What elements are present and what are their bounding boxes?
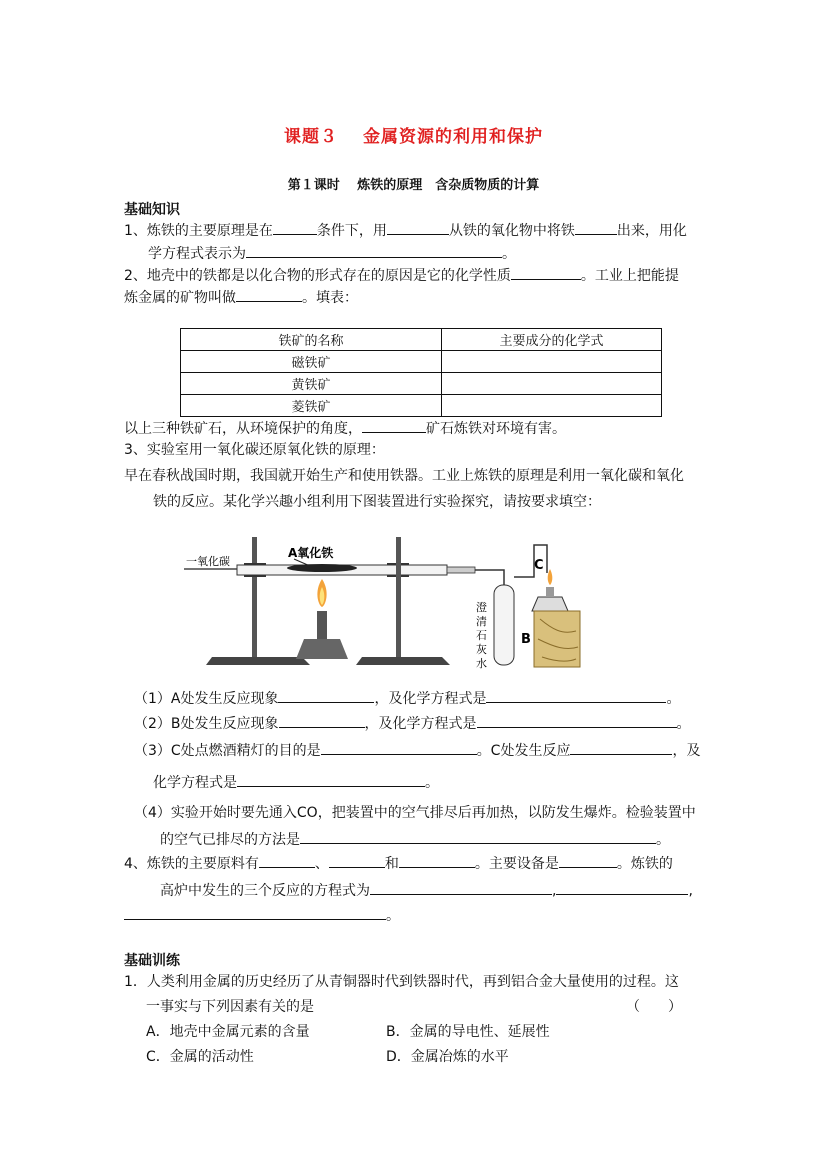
question-3-line-1 <box>124 440 385 460</box>
rubber-connector <box>447 567 475 573</box>
answer-blank[interactable] <box>477 713 677 728</box>
limewater-char: 灰 <box>476 643 487 656</box>
question-1-line-1 <box>124 220 687 241</box>
question-number: 3、 <box>124 442 147 458</box>
answer-blank[interactable] <box>278 688 374 703</box>
c-flame-icon <box>548 569 553 585</box>
answer-blank[interactable] <box>575 220 617 235</box>
answer-blank[interactable] <box>124 905 386 920</box>
page-subtitle: 第１课时 炼铁的原理 含杂质物质的计算 <box>287 178 540 193</box>
a-label: A氧化铁 <box>288 546 334 560</box>
text: （1）A处发生反应现象 <box>134 691 279 707</box>
text: 。 <box>666 691 681 707</box>
question-3-paragraph-1: 早在春秋战国时期，我国就开始生产和使用铁器。工业上炼铁的原理是利用一氧化碳和氧化 <box>124 468 684 484</box>
question-1-line-2 <box>148 243 516 264</box>
text: 条件下，用 <box>316 223 387 239</box>
text: 。 <box>502 246 516 262</box>
text: , <box>552 883 557 899</box>
table-cell: 黄铁矿 <box>181 373 442 395</box>
text: , <box>688 883 693 899</box>
answer-blank[interactable] <box>246 243 502 258</box>
answer-blank[interactable] <box>279 713 365 728</box>
section-basic-knowledge: 基础知识 <box>124 202 180 218</box>
co-reduction-apparatus-diagram <box>182 535 642 670</box>
limewater-label <box>476 601 487 670</box>
answer-parentheses[interactable]: （ ） <box>626 999 682 1015</box>
text: ，及化学方程式是 <box>374 691 487 707</box>
co-label: 一氧化碳 <box>186 555 230 568</box>
b-label: B <box>521 632 531 647</box>
answer-blank[interactable] <box>511 265 581 280</box>
after-table-line <box>124 418 566 439</box>
answer-blank[interactable] <box>259 853 315 868</box>
answer-blank[interactable] <box>237 772 425 787</box>
question-number: 2、 <box>124 268 147 284</box>
answer-blank[interactable] <box>236 287 302 302</box>
text: 。 <box>425 775 439 791</box>
text: 从铁的氧化物中将铁 <box>448 223 575 239</box>
question-number: 4、 <box>124 856 147 872</box>
left-stand-rod <box>252 537 257 657</box>
text: 化学方程式是 <box>153 775 237 791</box>
question-4-line-3 <box>124 905 400 926</box>
table-row <box>181 373 662 395</box>
subquestion-4-line-1: （4）实验开始时要先通入CO，把装置中的空气排尽后再加热，以防发生爆炸。检验装置中 <box>134 805 696 821</box>
text: 。 <box>386 908 400 924</box>
text: 矿石炼铁对环境有害。 <box>426 421 566 437</box>
text: ，及化学方程式是 <box>364 716 477 732</box>
answer-blank[interactable] <box>273 220 317 235</box>
table-header-cell: 铁矿的名称 <box>181 329 442 351</box>
c-label: C <box>534 558 544 573</box>
text: 。 <box>656 832 670 848</box>
right-stand-rod <box>396 537 401 657</box>
text: 和 <box>384 856 399 872</box>
test-tube-b <box>494 585 514 665</box>
text: 。工业上把能提 <box>580 268 679 284</box>
text: 学方程式表示为 <box>148 246 246 262</box>
alcohol-lamp <box>532 597 568 611</box>
subquestion-1 <box>134 688 680 709</box>
lamp-wick <box>546 587 554 597</box>
training-question-1-line-1: 1．人类利用金属的历史经历了从青铜器时代到铁器时代，再到铝合金大量使用的过程。这 <box>124 974 679 990</box>
subquestion-3-line-2 <box>153 772 439 793</box>
question-3-paragraph-2: 铁的反应。某化学兴趣小组利用下图装置进行实验探究，请按要求填空： <box>153 494 601 510</box>
answer-blank[interactable] <box>559 853 617 868</box>
answer-blank[interactable] <box>362 418 426 433</box>
subquestion-3-line-1 <box>134 740 700 761</box>
answer-blank[interactable] <box>556 880 688 895</box>
limewater-char: 清 <box>476 615 487 628</box>
answer-blank[interactable] <box>570 740 672 755</box>
limewater-char: 水 <box>476 657 487 670</box>
text: 的空气已排尽的方法是 <box>160 832 300 848</box>
question-2-line-2 <box>124 287 358 308</box>
question-4-line-1 <box>124 853 673 874</box>
table-cell: 磁铁矿 <box>181 351 442 373</box>
right-stand-base <box>356 657 450 665</box>
training-question-1-line-2: 一事实与下列因素有关的是 <box>146 999 314 1015</box>
text: 出来，用化 <box>616 223 687 239</box>
burner-tube <box>317 611 327 639</box>
text: 实验室用一氧化碳还原氧化铁的原理： <box>146 442 385 458</box>
text: 炼铁的主要原料有 <box>146 856 259 872</box>
text: 、 <box>314 856 329 872</box>
table-row <box>181 395 662 417</box>
subquestion-4-line-2 <box>160 829 670 850</box>
table-answer-cell[interactable] <box>442 395 662 417</box>
text: 高炉中发生的三个反应的方程式为 <box>160 883 370 899</box>
answer-blank[interactable] <box>321 740 477 755</box>
text: （3）C处点燃酒精灯的目的是 <box>134 743 321 759</box>
question-4-line-2 <box>160 880 693 901</box>
text: 。填表： <box>302 290 358 306</box>
text: 。 <box>676 716 691 732</box>
table-answer-cell[interactable] <box>442 351 662 373</box>
text: 。炼铁的 <box>616 856 673 872</box>
table-header-row <box>181 329 662 351</box>
answer-blank[interactable] <box>387 220 449 235</box>
option-c[interactable]: C．金属的活动性 <box>146 1049 254 1065</box>
table-cell: 菱铁矿 <box>181 395 442 417</box>
answer-blank[interactable] <box>370 880 552 895</box>
table-answer-cell[interactable] <box>442 373 662 395</box>
text: ，及 <box>672 743 701 759</box>
limewater-char: 石 <box>476 629 487 642</box>
text: 以上三种铁矿石，从环境保护的角度， <box>124 421 362 437</box>
answer-blank[interactable] <box>329 853 385 868</box>
text: （2）B处发生反应现象 <box>134 716 279 732</box>
question-2-line-1 <box>124 265 679 286</box>
section-basic-training: 基础训练 <box>124 953 180 969</box>
answer-blank[interactable] <box>399 853 475 868</box>
option-b[interactable]: B．金属的导电性、延展性 <box>386 1024 550 1040</box>
answer-blank[interactable] <box>300 829 656 844</box>
left-stand-base <box>206 657 310 665</box>
subquestion-2 <box>134 713 691 734</box>
table-header-cell: 主要成分的化学式 <box>442 329 662 351</box>
answer-blank[interactable] <box>486 688 666 703</box>
option-a[interactable]: A．地壳中金属元素的含量 <box>146 1024 310 1040</box>
text: 。C处发生反应 <box>476 743 571 759</box>
iron-ore-table <box>180 328 662 417</box>
limewater-char: 澄 <box>476 601 487 614</box>
option-d[interactable]: D．金属冶炼的水平 <box>386 1049 509 1065</box>
text: 。主要设备是 <box>474 856 559 872</box>
text: 地壳中的铁都是以化合物的形式存在的原因是它的化学性质 <box>146 268 511 284</box>
text: 炼金属的矿物叫做 <box>124 290 236 306</box>
iron-oxide-sample <box>287 564 357 572</box>
text: 炼铁的主要原理是在 <box>146 223 273 239</box>
question-number: 1、 <box>124 223 147 239</box>
table-row <box>181 351 662 373</box>
page-title: 课题３ 金属资源的利用和保护 <box>284 127 543 147</box>
burner-base <box>296 639 348 659</box>
